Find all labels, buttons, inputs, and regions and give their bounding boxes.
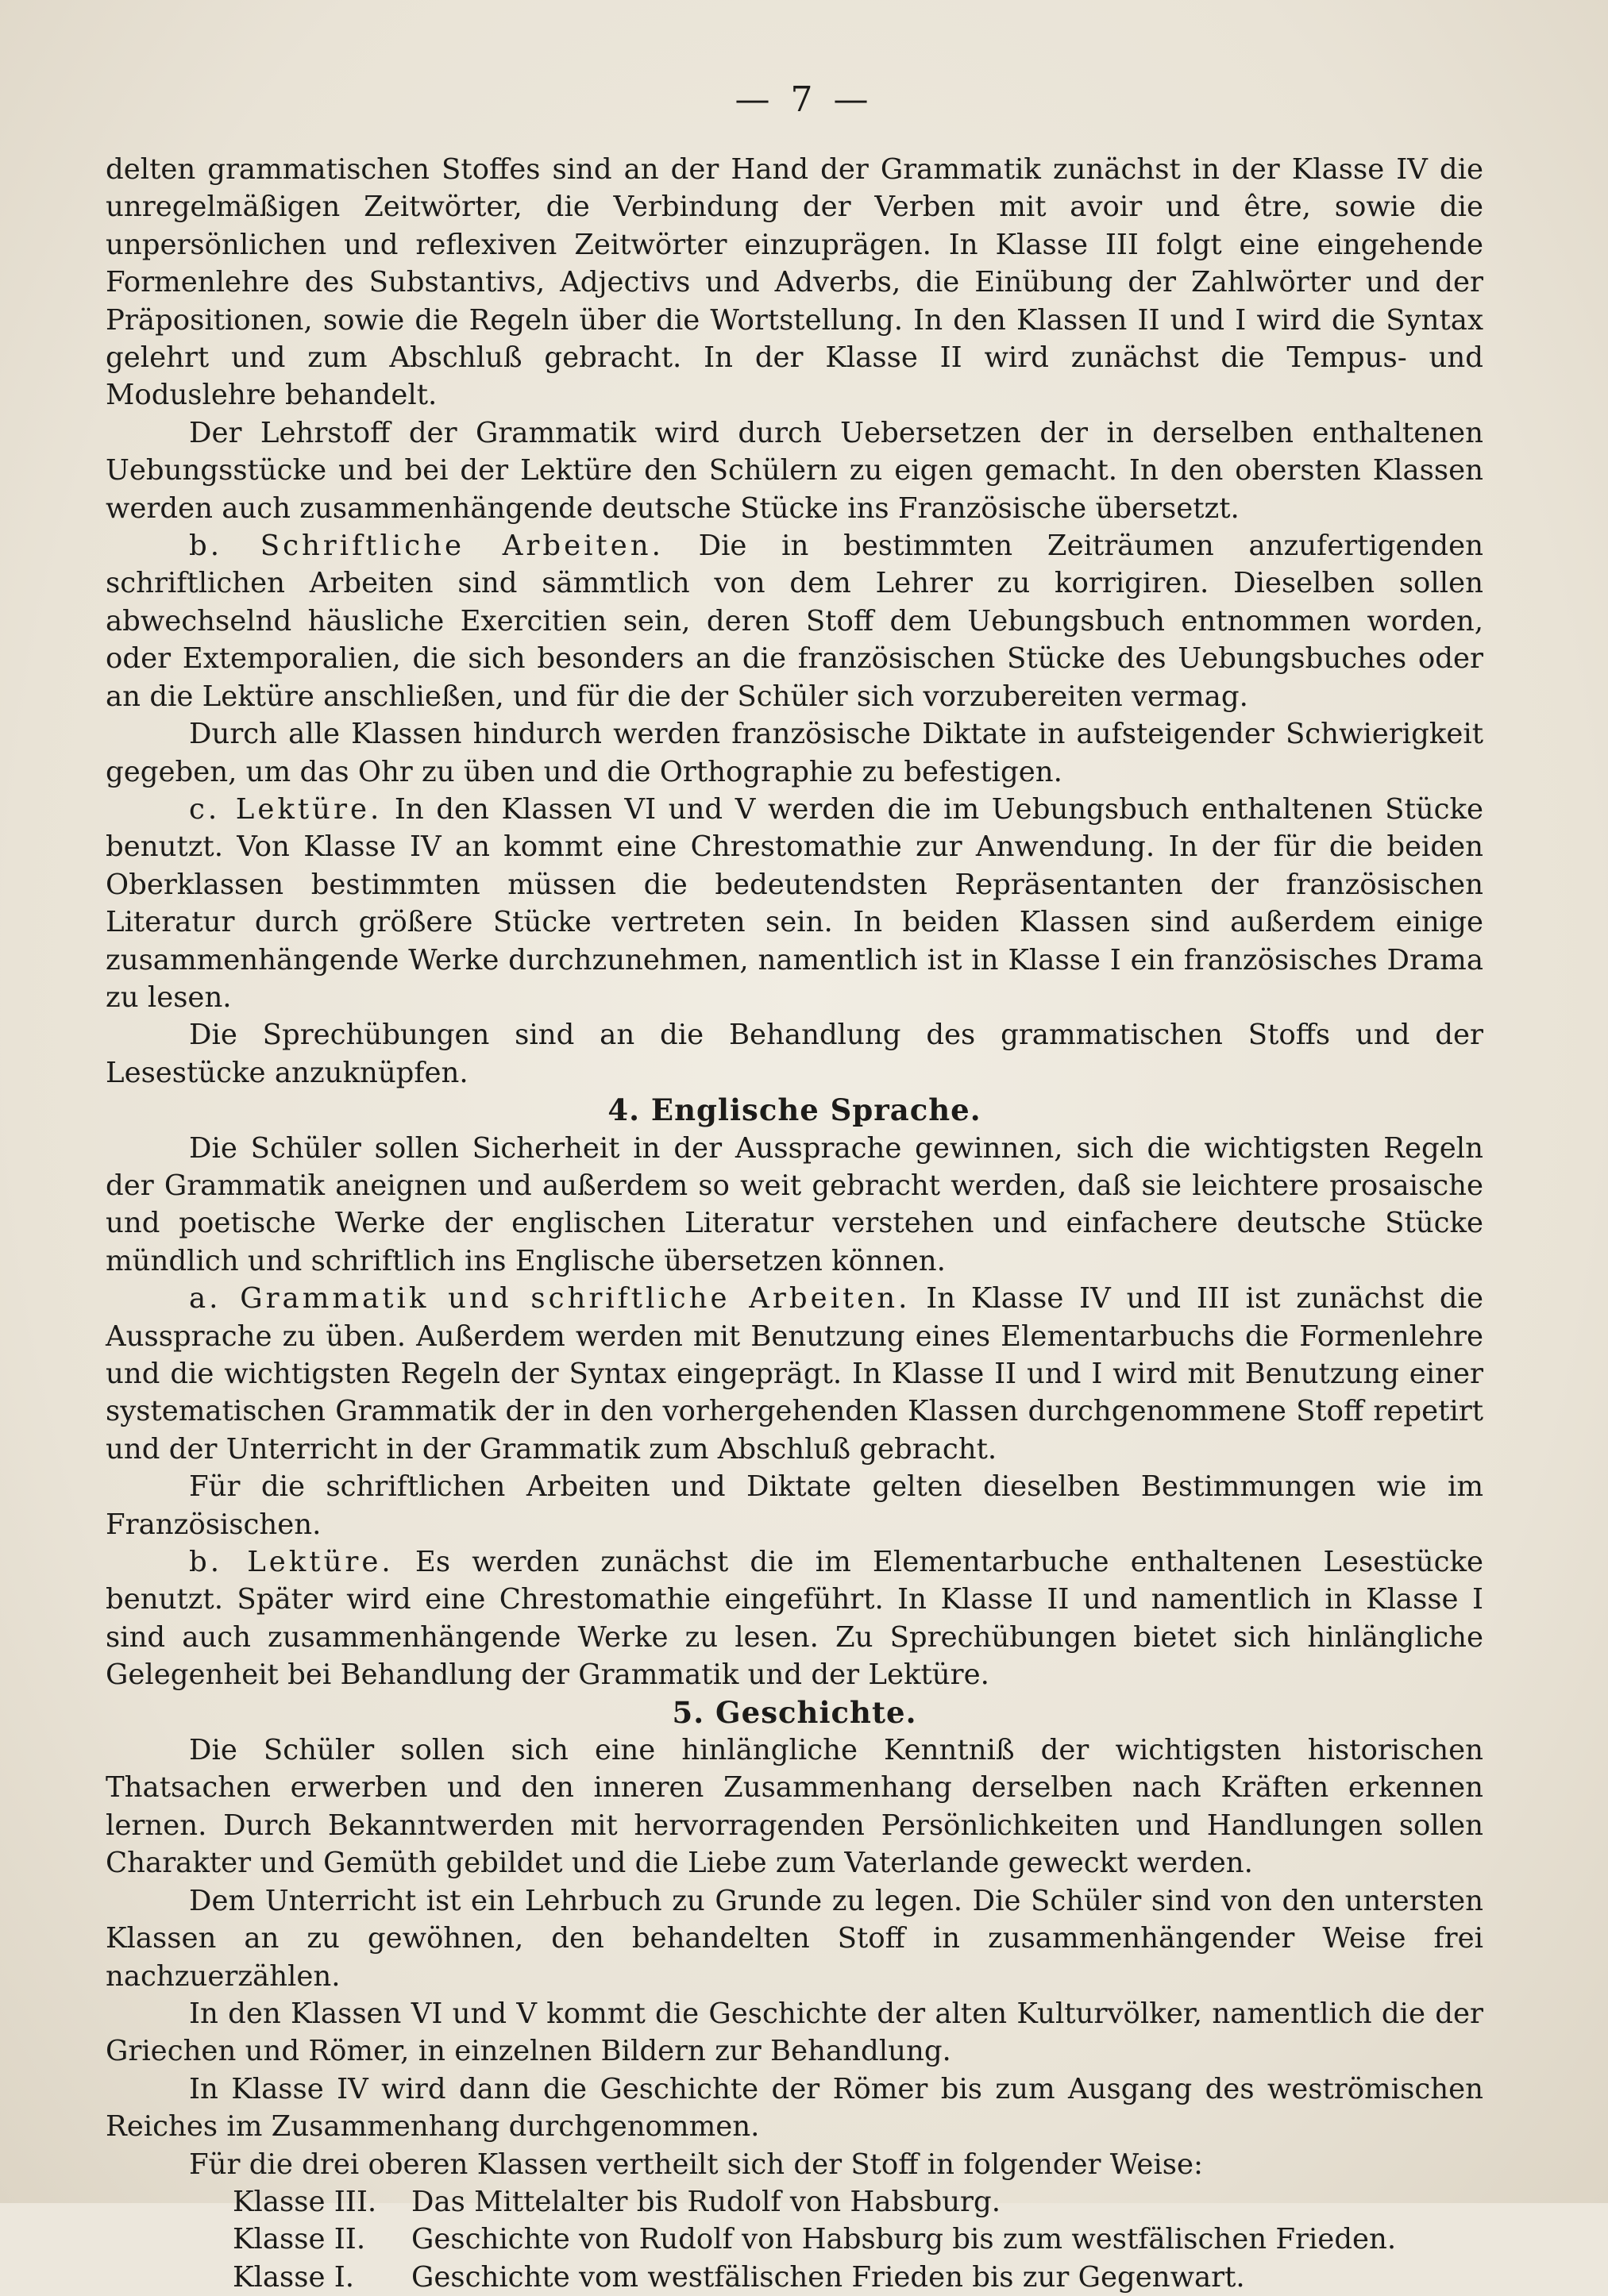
period-content: Geschichte vom westfälischen Frieden bis zur Gegenwart. bbox=[411, 2260, 1245, 2294]
dictation-paragraph: Durch alle Klassen hindurch werden französische Diktate in aufsteigender Schwierigkeit gegeben, um das Ohr zu üben und die Orthographie zu befestigen. bbox=[106, 718, 1483, 788]
period-row bbox=[233, 2221, 1396, 2258]
section-c-text: In den Klassen VI und V werden die im Uebungsbuch enthaltenen Stücke benutzt. Von Klasse IV an kommt eine Chrestomathie zur Anwendung. In der für die beiden Oberklassen bestimmten müssen die bedeutendsten Repräsentanten der französischen Literatur durch größere Stücke vertreten sein. In beiden Klassen sind außerdem einige zusammenhängende Werke durchzunehmen, namentlich ist in Klasse I ein französisches Drama zu lesen. bbox=[106, 792, 1483, 1014]
section-b-label: b. Schriftliche Arbeiten. bbox=[189, 530, 664, 563]
english-section-b-text: Es werden zunächst die im Elementarbuche enthaltenen Lesestücke benutzt. Später wird eine Chrestomathie eingeführt. In Klasse II und namentlich in Klasse I sind auch zusammenhängende Werke zu lesen. Zu Sprechübungen bietet sich hinlängliche Gelegenheit bei Behandlung der Grammatik und der Lektüre. bbox=[106, 1546, 1483, 1692]
history-paragraph-1: Die Schüler sollen sich eine hinlängliche Kenntniß der wichtigsten historischen Thatsachen erwerben und den inneren Zusammenhang derselben nach Kräften erkennen lernen. Durch Bekanntwerden mit hervorragenden Persönlichkeiten und Handlungen sollen Charakter und Gemüth gebildet und die Liebe zum Vaterlande geweckt werden. bbox=[106, 1734, 1483, 1880]
period-content: Das Mittelalter bis Rudolf von Habsburg. bbox=[411, 2185, 1001, 2218]
english-intro-paragraph: Die Schüler sollen Sicherheit in der Aussprache gewinnen, sich die wichtigsten Regeln der Grammatik aneignen und außerdem so weit gebracht werden, daß sie leichtere prosaische und poetische Werke der englischen Literatur verstehen und einfachere deutsche Stücke mündlich und schriftlich ins Englische übersetzen können. bbox=[106, 1131, 1483, 1277]
history-heading: 5. Geschichte. bbox=[672, 1694, 917, 1730]
english-grammar-paragraph bbox=[106, 1280, 1483, 1468]
english-section-b-label: b. Lektüre. bbox=[189, 1546, 394, 1579]
period-content: Geschichte von Rudolf von Habsburg bis zum westfälischen Frieden. bbox=[411, 2223, 1397, 2256]
english-heading: 4. Englische Sprache. bbox=[607, 1092, 981, 1128]
history-paragraph-3: In den Klassen VI und V kommt die Geschichte der alten Kulturvölker, namentlich die der Griechen und Römer, in einzelnen Bildern zur Behandlung. bbox=[106, 1997, 1483, 2068]
period-row bbox=[233, 2183, 1396, 2221]
history-paragraph-4: In Klasse IV wird dann die Geschichte der Römer bis zum Ausgang des weströmischen Reiches im Zusammenhang durchgenommen. bbox=[106, 2072, 1483, 2144]
history-paragraph-2: Dem Unterricht ist ein Lehrbuch zu Grunde zu legen. Die Schüler sind von den untersten Klassen an zu gewöhnen, den behandelten Stoff in zusammenhängender Weise frei nachzuerzählen. bbox=[106, 1884, 1483, 1993]
period-class: Klasse I. bbox=[233, 2260, 355, 2294]
english-reading-paragraph bbox=[106, 1543, 1483, 1694]
period-row bbox=[233, 2259, 1396, 2296]
english-section-a-text: In Klasse IV und III ist zunächst die Aussprache zu üben. Außerdem werden mit Benutzung eines Elementarbuchs die Formenlehre und die wichtigsten Regeln der Syntax eingeprägt. In Klasse II und I wird mit Benutzung einer systematischen Grammatik der in den vorhergehenden Klassen durchgenommene Stoff repetirt und der Unterricht in der Grammatik zum Abschluß gebracht. bbox=[106, 1282, 1483, 1466]
history-periods-table bbox=[233, 2183, 1396, 2296]
speech-paragraph: Die Sprechübungen sind an die Behandlung des grammatischen Stoffs und der Lesestücke anzuknüpfen. bbox=[106, 1019, 1483, 1089]
reading-paragraph bbox=[106, 791, 1483, 1016]
english-written-work-paragraph: Für die schriftlichen Arbeiten und Diktate gelten dieselben Bestimmungen wie im Französischen. bbox=[106, 1470, 1483, 1541]
period-class: Klasse III. bbox=[233, 2185, 377, 2218]
period-class: Klasse II. bbox=[233, 2223, 366, 2256]
grammar-paragraph: Der Lehrstoff der Grammatik wird durch Uebersetzen der in derselben enthaltenen Uebungsstücke und bei der Lektüre den Schülern zu eigen gemacht. In den obersten Klassen werden auch zusammenhängende deutsche Stücke ins Französische übersetzt. bbox=[106, 416, 1483, 525]
page-number: — 7 — bbox=[735, 79, 873, 120]
written-work-paragraph bbox=[106, 527, 1483, 715]
english-section-a-label: a. Grammatik und schriftliche Arbeiten. bbox=[189, 1282, 911, 1316]
page-content bbox=[106, 151, 1483, 2296]
section-c-label: c. Lektüre. bbox=[189, 792, 383, 826]
section-b-text: Die in bestimmten Zeiträumen anzufertigenden schriftlichen Arbeiten sind sämmtlich von dem Lehrer zu korrigiren. Dieselben sollen abwechselnd häusliche Exercitien sein, deren Stoff dem Uebungsbuch entnommen worden, oder Extemporalien, die sich besonders an die französischen Stücke des Uebungsbuches oder an die Lektüre anschließen, und für die der Schüler sich vorzubereiten vermag. bbox=[106, 530, 1483, 713]
history-paragraph-5: Für die drei oberen Klassen vertheilt sich der Stoff in folgender Weise: bbox=[189, 2148, 1203, 2181]
intro-paragraph: delten grammatischen Stoffes sind an der Hand der Grammatik zunächst in der Klasse IV die unregelmäßigen Zeitwörter, die Verbindung der Verben mit avoir und être, sowie die unpersönlichen und reflexiven Zeitwörter einzuprägen. In Klasse III folgt eine eingehende Formenlehre des Substantivs, Adjectivs und Adverbs, die Einübung der Zahlwörter und der Präpositionen, sowie die Regeln über die Wortstellung. In den Klassen II und I wird die Syntax gelehrt und zum Abschluß gebracht. In der Klasse II wird zunächst die Tempus- und Moduslehre behandelt. bbox=[106, 153, 1483, 412]
